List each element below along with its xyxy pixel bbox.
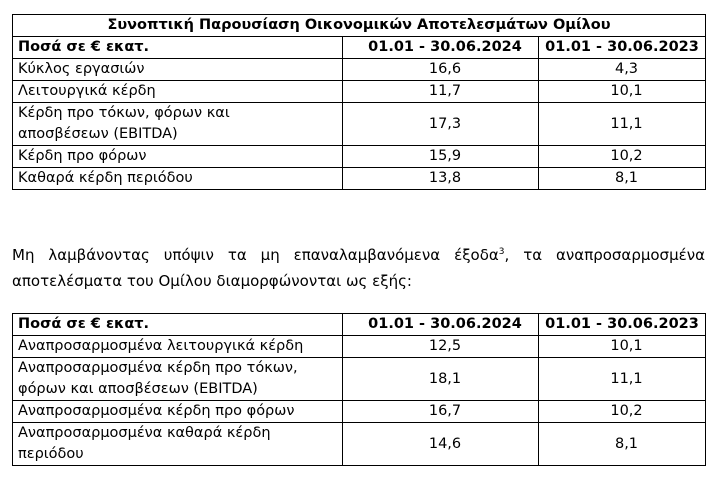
value-2024: 16,7 (343, 401, 539, 423)
table-row (13, 423, 706, 466)
table-row (13, 103, 706, 146)
body-paragraph (12, 242, 705, 294)
value-2023: 4,3 (539, 59, 706, 81)
header-amounts: Ποσά σε € εκατ. (13, 37, 343, 59)
table-header-row (13, 314, 706, 336)
value-2024: 11,7 (343, 81, 539, 103)
table-row (13, 401, 706, 423)
row-label (13, 423, 343, 466)
footnote-marker: 3 (498, 247, 505, 257)
row-label (13, 358, 343, 401)
value-2023: 10,1 (539, 336, 706, 358)
adjusted-results-table (12, 313, 706, 466)
value-2023: 8,1 (539, 168, 706, 190)
row-label: Λειτουργικά κέρδη (13, 81, 343, 103)
header-amounts: Ποσά σε € εκατ. (13, 314, 343, 336)
row-label: Καθαρά κέρδη περιόδου (13, 168, 343, 190)
header-period-2024: 01.01 - 30.06.2024 (343, 314, 539, 336)
table-row (13, 336, 706, 358)
value-2024: 16,6 (343, 59, 539, 81)
table-row (13, 358, 706, 401)
header-period-2023: 01.01 - 30.06.2023 (539, 37, 706, 59)
table-title: Συνοπτική Παρουσίαση Οικονομικών Αποτελεσμάτων Ομίλου (13, 15, 706, 37)
value-2024: 15,9 (343, 146, 539, 168)
value-2023: 11,1 (539, 358, 706, 401)
value-2024: 12,5 (343, 336, 539, 358)
row-label-line1: Αναπροσαρμοσμένα κέρδη προ τόκων, (18, 360, 298, 376)
value-2023: 10,2 (539, 146, 706, 168)
row-label-line2: φόρων και αποσβέσεων (EBITDA) (18, 381, 258, 397)
row-label: Αναπροσαρμοσμένα λειτουργικά κέρδη (13, 336, 343, 358)
row-label-line1: Κέρδη προ τόκων, φόρων και (18, 105, 230, 121)
header-period-2023: 01.01 - 30.06.2023 (539, 314, 706, 336)
table-row (13, 146, 706, 168)
table-row (13, 81, 706, 103)
paragraph-text-before: Μη λαμβάνοντας υπόψιν τα μη επαναλαμβανόμενα έξοδα (12, 246, 499, 264)
value-2023: 10,2 (539, 401, 706, 423)
row-label: Κέρδη προ φόρων (13, 146, 343, 168)
table-title-row (13, 15, 706, 37)
row-label: Αναπροσαρμοσμένα κέρδη προ φόρων (13, 401, 343, 423)
value-2023: 11,1 (539, 103, 706, 146)
row-label (13, 103, 343, 146)
table-row (13, 59, 706, 81)
table-row (13, 168, 706, 190)
value-2023: 10,1 (539, 81, 706, 103)
value-2024: 14,6 (343, 423, 539, 466)
value-2023: 8,1 (539, 423, 706, 466)
financial-results-table (12, 14, 706, 190)
value-2024: 13,8 (343, 168, 539, 190)
row-label: Κύκλος εργασιών (13, 59, 343, 81)
header-period-2024: 01.01 - 30.06.2024 (343, 37, 539, 59)
table-header-row (13, 37, 706, 59)
paragraph-text-after: , τα αναπροσαρμοσμένα αποτελέσματα του Ομίλου διαμορφώνονται ως εξής: (12, 246, 705, 290)
row-label-line1: Αναπροσαρμοσμένα καθαρά κέρδη (18, 425, 271, 441)
value-2024: 17,3 (343, 103, 539, 146)
row-label-line2: περιόδου (18, 446, 84, 462)
value-2024: 18,1 (343, 358, 539, 401)
row-label-line2: αποσβέσεων (EBITDA) (18, 126, 178, 142)
